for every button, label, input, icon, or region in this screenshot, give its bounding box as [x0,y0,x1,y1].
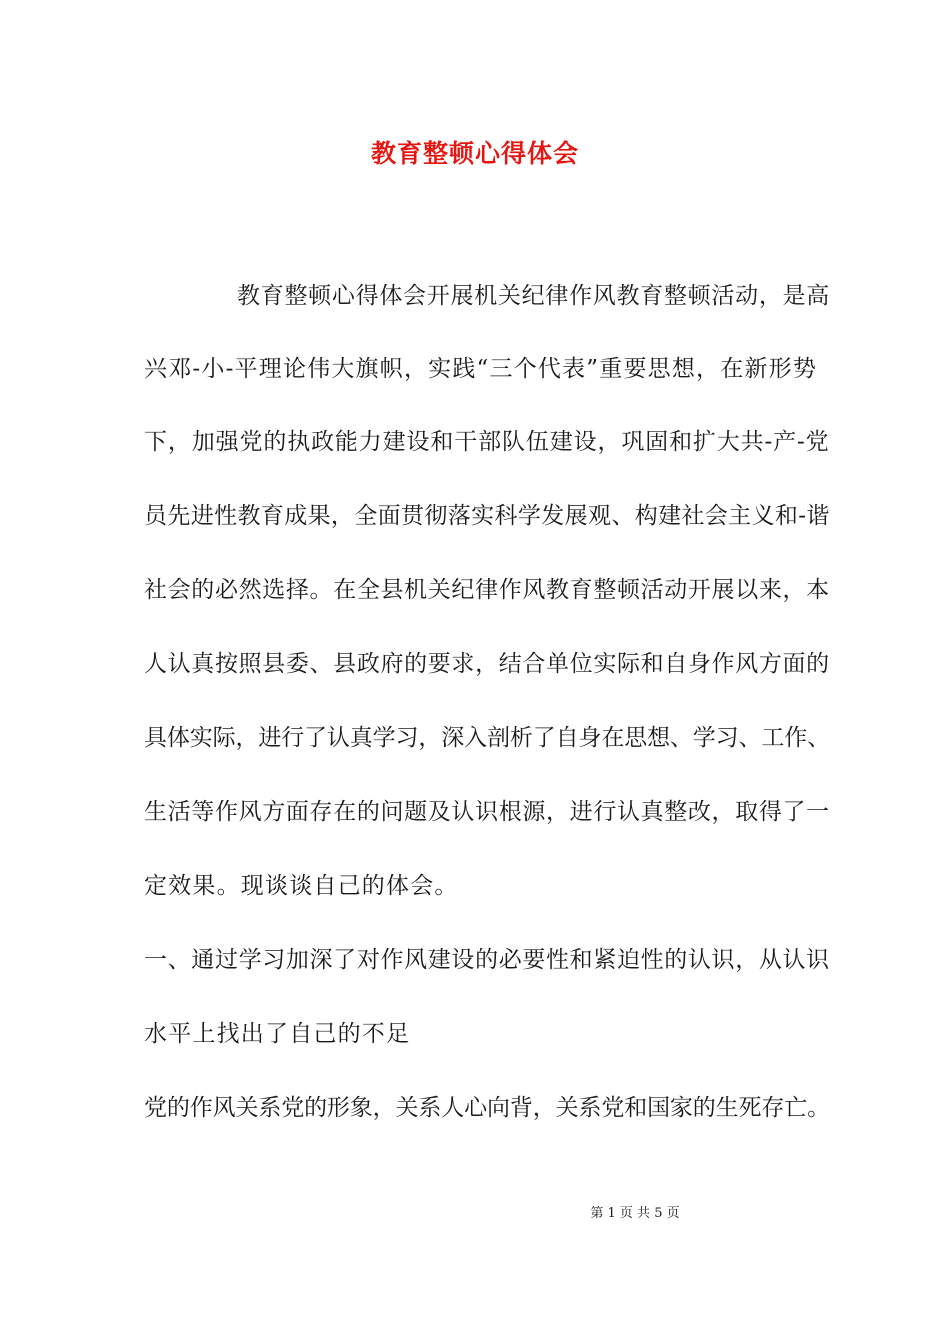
paragraph-line: 员先进性教育成果，全面贯彻落实科学发展观、构建社会主义和-谐 [144,503,830,529]
paragraph-line: 兴邓-小-平理论伟大旗帜，实践“三个代表”重要思想，在新形势 [144,356,818,382]
paragraph-line: 具体实际，进行了认真学习，深入剖析了自身在思想、学习、工作、 [144,725,831,751]
paragraph-line: 教育整顿心得体会开展机关纪律作风教育整顿活动，是高 [237,283,830,309]
section-heading-line: 水平上找出了自己的不足 [144,1021,411,1047]
paragraph-line: 社会的必然选择。在全县机关纪律作风教育整顿活动开展以来，本 [144,577,830,603]
paragraph-line: 人认真按照县委、县政府的要求，结合单位实际和自身作风方面的 [144,651,830,677]
section-heading-line: 一、通过学习加深了对作风建设的必要性和紧迫性的认识，从认识 [144,947,830,973]
paragraph-line: 定效果。现谈谈自己的体会。 [144,873,459,899]
page-footer: 第 1 页 共 5 页 [590,1206,680,1221]
paragraph-line: 生活等作风方面存在的问题及认识根源，进行认真整改，取得了一 [144,799,830,825]
document-title: 教育整顿心得体会 [370,139,579,168]
paragraph-line: 下，加强党的执政能力建设和干部队伍建设，巩固和扩大共-产-党 [144,429,830,455]
paragraph-line: 党的作风关系党的形象，关系人心向背，关系党和国家的生死存亡。 [144,1095,831,1121]
